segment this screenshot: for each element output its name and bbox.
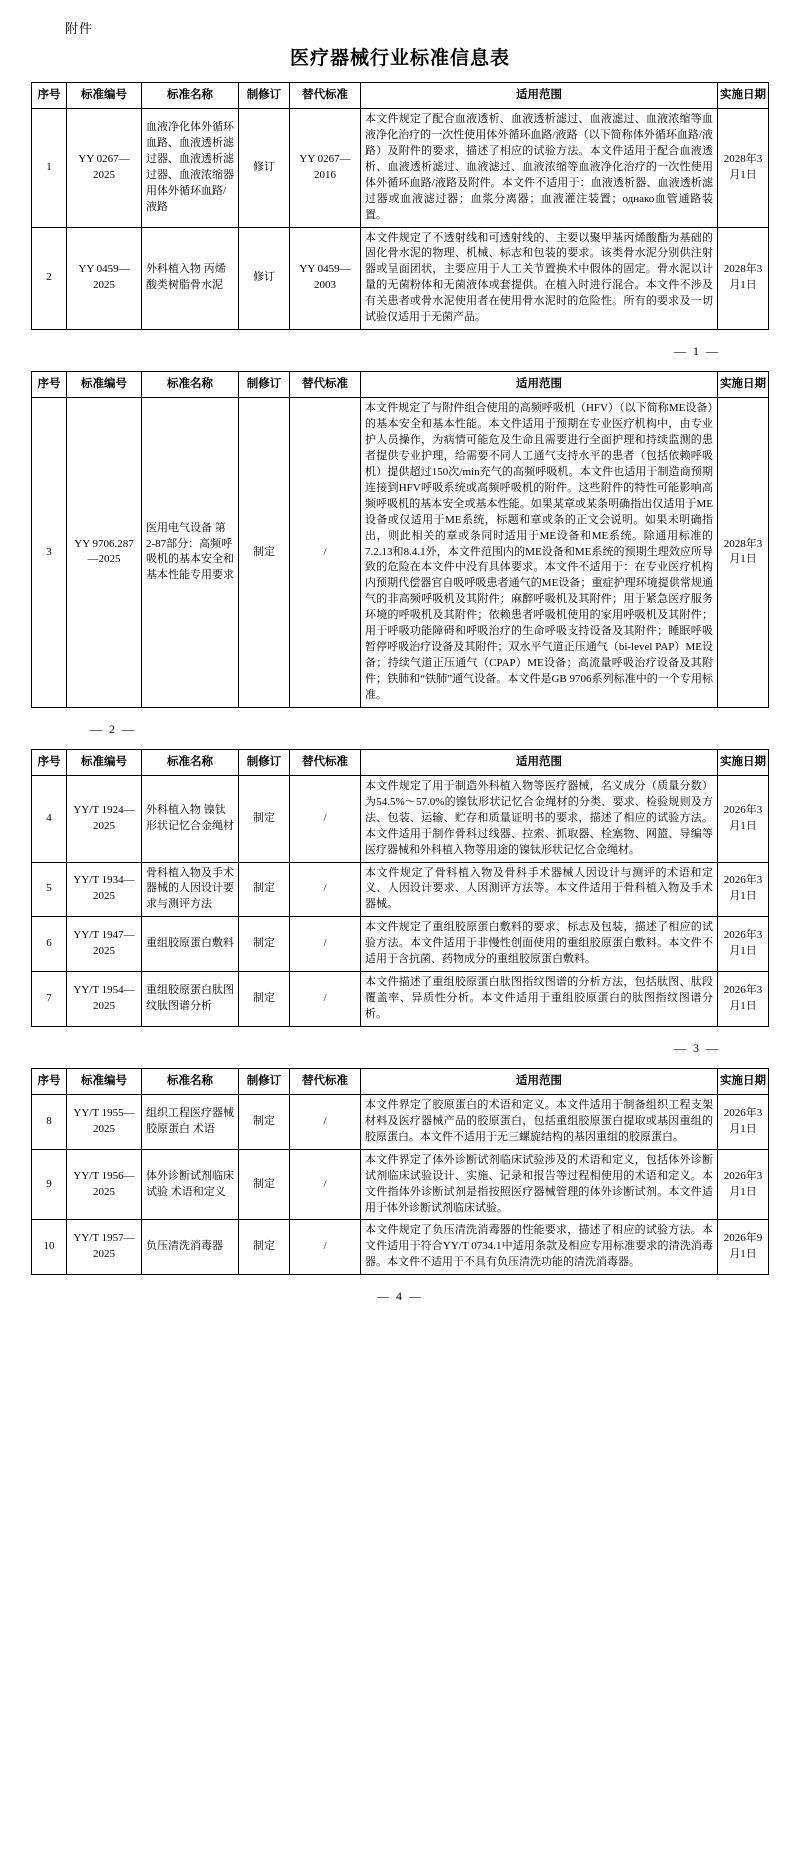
column-header-code: 标准编号 [67,372,142,398]
cell-name: 负压清洗消毒器 [142,1220,239,1275]
table-header [32,1068,769,1094]
cell-date: 2028年3月1日 [718,108,769,227]
cell-type: 制定 [239,862,290,917]
column-header-date: 实施日期 [718,1068,769,1094]
table-body [32,1094,769,1274]
cell-replace: / [290,1094,361,1149]
cell-replace: / [290,398,361,708]
cell-date: 2026年3月1日 [718,972,769,1027]
table-header [32,83,769,109]
column-header-name: 标准名称 [142,83,239,109]
cell-date: 2026年3月1日 [718,1149,769,1220]
standards-table-2 [31,371,769,708]
cell-code: YY 0459—2025 [67,227,142,330]
page-marker-4: — 4 — [377,1289,423,1304]
column-header-replace: 替代标准 [290,372,361,398]
cell-code: YY/T 1954—2025 [67,972,142,1027]
table-body [32,108,769,329]
cell-type: 制定 [239,398,290,708]
column-header-code: 标准编号 [67,83,142,109]
column-header-scope: 适用范围 [361,749,718,775]
column-header-date: 实施日期 [718,83,769,109]
table-row [32,227,769,330]
table-row [32,862,769,917]
cell-name: 体外诊断试剂临床试验 术语和定义 [142,1149,239,1220]
cell-scope: 本文件规定了与附件组合使用的高频呼吸机（HFV）（以下简称ME设备）的基本安全和基本性能。本文件适用于预期在专业医疗机构中，由专业护人员操作，为病情可能危及生命且需要进行全面护理和持续监测的患者提供专业护理，给需要不同人工通气支持水平的患者（包括依赖呼吸机）提供超过150次/min充气的高频呼吸机。本文件也适用于制造商预期连接到HFV呼吸系统或高频呼吸机的附件。这些附件的特性可能影响高频呼吸机的基本安全或基本性能。如果某章或某条明确指出仅适用于ME设备或仅适用于ME系统，标题和章或条的正文会说明。如果未明确指出，则此相关的章或条同时适用于ME设备和ME系统。除通用标准的7.2.13和8.4.1外，本文件范围内的ME设备和ME系统的预期生理效应所导致的危险在本文件中没有具体要求。本文件不适用于：在专业医疗机构内预期代偿器官自吸呼吸患者通气的ME设备；重症护理环境提供常规通气的非高频呼吸机及其附件；麻醉呼吸机及其附件；用于紧急医疗服务环境的呼吸机及其附件；依赖患者呼吸机使用的家用呼吸机及其附件；用于呼吸功能障碍和呼吸治疗的生命呼吸支持设备及其附件；睡眠呼吸暂停呼吸治疗设备及其附件；双水平气道正压通气（bi-level PAP）ME设备；持续气道正压通气（CPAP）ME设备；高流量呼吸治疗设备及其附件；铁肺和“铁肺”通气设备。本文件是GB 9706系列标准中的一个专用标准。 [361,398,718,708]
cell-code: YY/T 1924—2025 [67,775,142,862]
cell-date: 2026年3月1日 [718,775,769,862]
table-header [32,749,769,775]
cell-date: 2028年3月1日 [718,227,769,330]
cell-code: YY/T 1957—2025 [67,1220,142,1275]
column-header-replace: 替代标准 [290,1068,361,1094]
cell-scope: 本文件描述了重组胶原蛋白肽图指纹图谱的分析方法，包括肽图、肽段覆盖率、异质性分析。本文件适用于重组胶原蛋白的肽图指纹图谱分析。 [361,972,718,1027]
cell-date: 2028年3月1日 [718,398,769,708]
page-marker-3: — 3 — [674,1040,720,1055]
cell-date: 2026年9月1日 [718,1220,769,1275]
cell-replace: / [290,1149,361,1220]
table-row [32,972,769,1027]
cell-seq: 9 [32,1149,67,1220]
attachment-label: 附件 [65,21,94,36]
cell-scope: 本文件界定了体外诊断试剂临床试验涉及的术语和定义，包括体外诊断试剂临床试验设计、实施、记录和报告等过程相使用的术语和定义。本文件指体外诊断试剂是指按照医疗器械管理的体外诊断试剂。本文件适用于体外诊断试剂临床试验。 [361,1149,718,1220]
table-row [32,775,769,862]
column-header-replace: 替代标准 [290,749,361,775]
table-header-row [32,1068,769,1094]
cell-type: 制定 [239,775,290,862]
cell-name: 血液净化体外循环血路、血液透析滤过器、血液透析滤过器、血液浓缩器用体外循环血路/液路 [142,108,239,227]
cell-seq: 7 [32,972,67,1027]
cell-name: 重组胶原蛋白肽图纹肽图谱分析 [142,972,239,1027]
table-body [32,398,769,708]
column-header-type: 制修订 [239,372,290,398]
cell-scope: 本文件规定了骨科植入物及骨科手术器械人因设计与测评的术语和定义、人因设计要求、人因测评方法等。本文件适用于骨科植入物及手术器械。 [361,862,718,917]
cell-name: 重组胶原蛋白敷料 [142,917,239,972]
table-header-row [32,83,769,109]
column-header-replace: 替代标准 [290,83,361,109]
cell-replace: / [290,917,361,972]
cell-replace: YY 0267—2016 [290,108,361,227]
cell-scope: 本文件规定了不透射线和可透射线的、主要以聚甲基丙烯酸酯为基础的固化骨水泥的物理、机械、标志和包装的要求。该类骨水泥分别供注射器或呈面团状，主要应用于人工关节置换术中假体的固定。骨水泥以计量的无菌粉体和无菌液体或套提供。在植入时进行混合。本文件不涉及有关患者或骨水泥使用者在使用骨水泥时的危险性。所有的要求及一切试验仅适用于无菌产品。 [361,227,718,330]
cell-scope: 本文件规定了负压清洗消毒器的性能要求，描述了相应的试验方法。本文件适用于符合YY/T 0734.1中适用条款及相应专用标准要求的清洗消毒器。本文件不适用于不具有负压清洗功能的清洗消毒器。 [361,1220,718,1275]
cell-type: 制定 [239,972,290,1027]
cell-scope: 本文件界定了胶原蛋白的术语和定义。本文件适用于制备组织工程支架材料及医疗器械产品的胶原蛋白，包括重组胶原蛋白提取或基因重组的胶原蛋白。本文件不适用于无三螺旋结构的基因重组的胶原蛋白。 [361,1094,718,1149]
table-body [32,775,769,1026]
standards-table-1 [31,82,769,330]
column-header-scope: 适用范围 [361,1068,718,1094]
cell-code: YY/T 1934—2025 [67,862,142,917]
cell-code: YY 9706.287—2025 [67,398,142,708]
column-header-scope: 适用范围 [361,83,718,109]
cell-replace: / [290,775,361,862]
cell-type: 修订 [239,108,290,227]
cell-date: 2026年3月1日 [718,917,769,972]
cell-scope: 本文件规定了配合血液透析、血液透析滤过、血液滤过、血液浓缩等血液净化治疗的一次性使用体外循环血路/液路（以下简称体外循环血路/液路）及附件的要求，描述了相应的试验方法。本文件适用于配合血液透析、血液透析滤过、血液滤过、血液浓缩等血液净化治疗的一次性使用体外循环血路/液路及附件。本文件不适用于：血液透析器、血液透析滤过器或血液滤过器；血浆分离器；血液灌注装置；однако血管通路装置。 [361,108,718,227]
cell-seq: 8 [32,1094,67,1149]
cell-scope: 本文件规定了重组胶原蛋白敷料的要求、标志及包装，描述了相应的试验方法。本文件适用于非慢性创面使用的重组胶原蛋白敷料。本文件不适用于含抗菌、药物成分的重组胶原蛋白敷料。 [361,917,718,972]
cell-type: 制定 [239,1220,290,1275]
page-marker-1: — 1 — [674,344,720,359]
standards-table-4 [31,1068,769,1275]
table-row [32,1220,769,1275]
cell-type: 制定 [239,1094,290,1149]
table-row [32,1149,769,1220]
cell-code: YY 0267—2025 [67,108,142,227]
cell-type: 修订 [239,227,290,330]
cell-name: 骨科植入物及手术器械的人因设计要求与测评方法 [142,862,239,917]
column-header-name: 标准名称 [142,1068,239,1094]
column-header-seq: 序号 [32,1068,67,1094]
cell-type: 制定 [239,917,290,972]
column-header-type: 制修订 [239,1068,290,1094]
cell-date: 2026年3月1日 [718,1094,769,1149]
column-header-code: 标准编号 [67,1068,142,1094]
column-header-date: 实施日期 [718,372,769,398]
table-row [32,917,769,972]
cell-seq: 5 [32,862,67,917]
table-row [32,108,769,227]
cell-seq: 10 [32,1220,67,1275]
column-header-type: 制修订 [239,749,290,775]
column-header-type: 制修订 [239,83,290,109]
cell-replace: / [290,972,361,1027]
cell-code: YY/T 1947—2025 [67,917,142,972]
column-header-date: 实施日期 [718,749,769,775]
cell-type: 制定 [239,1149,290,1220]
standards-table-3 [31,749,769,1027]
column-header-name: 标准名称 [142,749,239,775]
column-header-name: 标准名称 [142,372,239,398]
table-row [32,398,769,708]
cell-seq: 4 [32,775,67,862]
column-header-scope: 适用范围 [361,372,718,398]
column-header-code: 标准编号 [67,749,142,775]
table-row [32,1094,769,1149]
cell-code: YY/T 1956—2025 [67,1149,142,1220]
cell-name: 外科植入物 丙烯酸类树脂骨水泥 [142,227,239,330]
cell-name: 医用电气设备 第2-87部分：高频呼吸机的基本安全和基本性能专用要求 [142,398,239,708]
cell-replace: YY 0459—2003 [290,227,361,330]
table-header [32,372,769,398]
cell-replace: / [290,1220,361,1275]
cell-scope: 本文件规定了用于制造外科植入物等医疗器械，名义成分（质量分数）为54.5%～57.0%的镍钛形状记忆合金绳材的分类、要求、检验规则及方法、包装、运输、贮存和质量证明书的要求，描述了相应的试验方法。本文件适用于制作骨科过线器、拉索、抓取器、栓塞物、网篮、导编等医疗器械和外科植入物等用途的镍钛形状记忆合金绳材。 [361,775,718,862]
page-title: 医疗器械行业标准信息表 [289,48,510,69]
cell-replace: / [290,862,361,917]
table-header-row [32,749,769,775]
cell-seq: 6 [32,917,67,972]
cell-name: 组织工程医疗器械 胶原蛋白 术语 [142,1094,239,1149]
column-header-seq: 序号 [32,83,67,109]
cell-seq: 3 [32,398,67,708]
column-header-seq: 序号 [32,749,67,775]
cell-date: 2026年3月1日 [718,862,769,917]
page-marker-2: — 2 — [90,721,136,736]
cell-seq: 1 [32,108,67,227]
cell-seq: 2 [32,227,67,330]
cell-code: YY/T 1955—2025 [67,1094,142,1149]
cell-name: 外科植入物 镍钛形状记忆合金绳材 [142,775,239,862]
table-header-row [32,372,769,398]
column-header-seq: 序号 [32,372,67,398]
